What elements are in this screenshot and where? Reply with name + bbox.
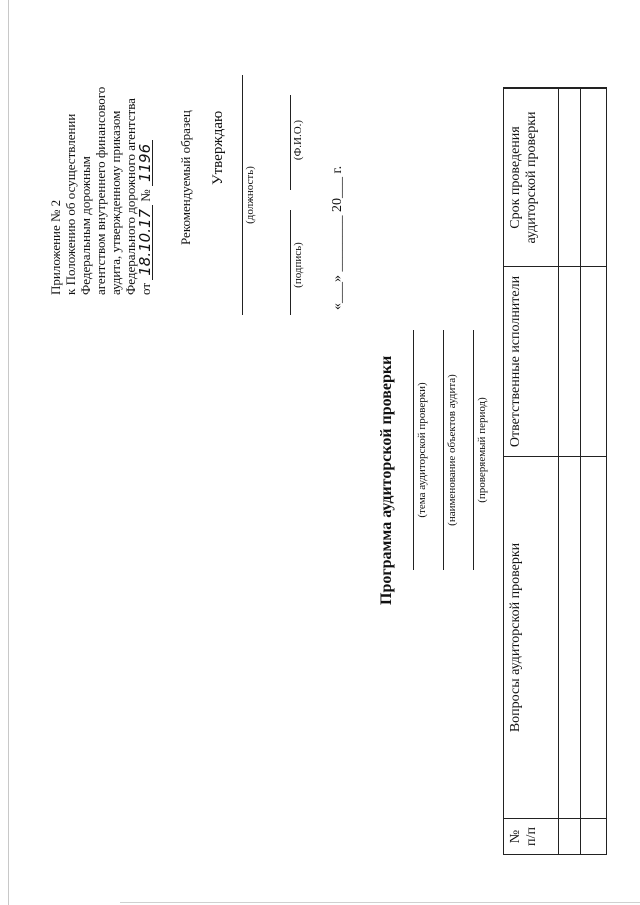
objects-caption: (наименование объектов аудита): [446, 374, 458, 526]
appendix-line: Приложение № 2: [48, 199, 63, 295]
table-row-divider: [558, 88, 559, 854]
signature-caption: (подпись): [292, 242, 304, 288]
table-row-divider: [580, 88, 581, 854]
topic-line: [413, 330, 414, 570]
name-line: [290, 95, 291, 190]
period-line: [473, 330, 474, 570]
period-caption: (проверяемый период): [476, 397, 488, 503]
position-line: [242, 75, 243, 315]
order-line: [138, 5, 153, 295]
header-deadline: Срок проведения аудиторской проверки: [504, 88, 606, 266]
name-caption: (Ф.И.О.): [292, 119, 304, 161]
sample-label: Рекомендуемый образец: [178, 110, 193, 245]
appendix-line: агентством внутреннего финансового: [93, 86, 108, 295]
appendix-line: Федерального дорожного агентства: [123, 98, 138, 295]
objects-line: [443, 330, 444, 570]
order-number-label: №: [138, 189, 153, 202]
approve-date-line: «___» ________ 20___ г.: [330, 165, 345, 310]
position-caption: (должность): [244, 166, 256, 224]
signature-line: [290, 210, 291, 315]
appendix-line: аудита, утвержденному приказом: [108, 110, 123, 295]
appendix-block: [48, 5, 153, 295]
header-responsible: Ответственные исполнители: [504, 266, 606, 456]
header-number: № п/п: [504, 818, 606, 854]
approve-title: Утверждаю: [210, 110, 226, 185]
program-title: Программа аудиторской проверки: [378, 355, 395, 605]
order-number-handwritten: 1196: [139, 140, 153, 186]
appendix-line: к Положению об осуществлении: [63, 113, 78, 295]
order-prefix: от: [138, 282, 153, 295]
appendix-line: Федеральным дорожным: [78, 156, 93, 295]
audit-program-table: [503, 87, 607, 855]
order-date-handwritten: 18.10.17: [139, 205, 153, 280]
header-questions: Вопросы аудиторской проверки: [504, 456, 606, 818]
topic-caption: (тема аудиторской проверки): [416, 382, 428, 518]
